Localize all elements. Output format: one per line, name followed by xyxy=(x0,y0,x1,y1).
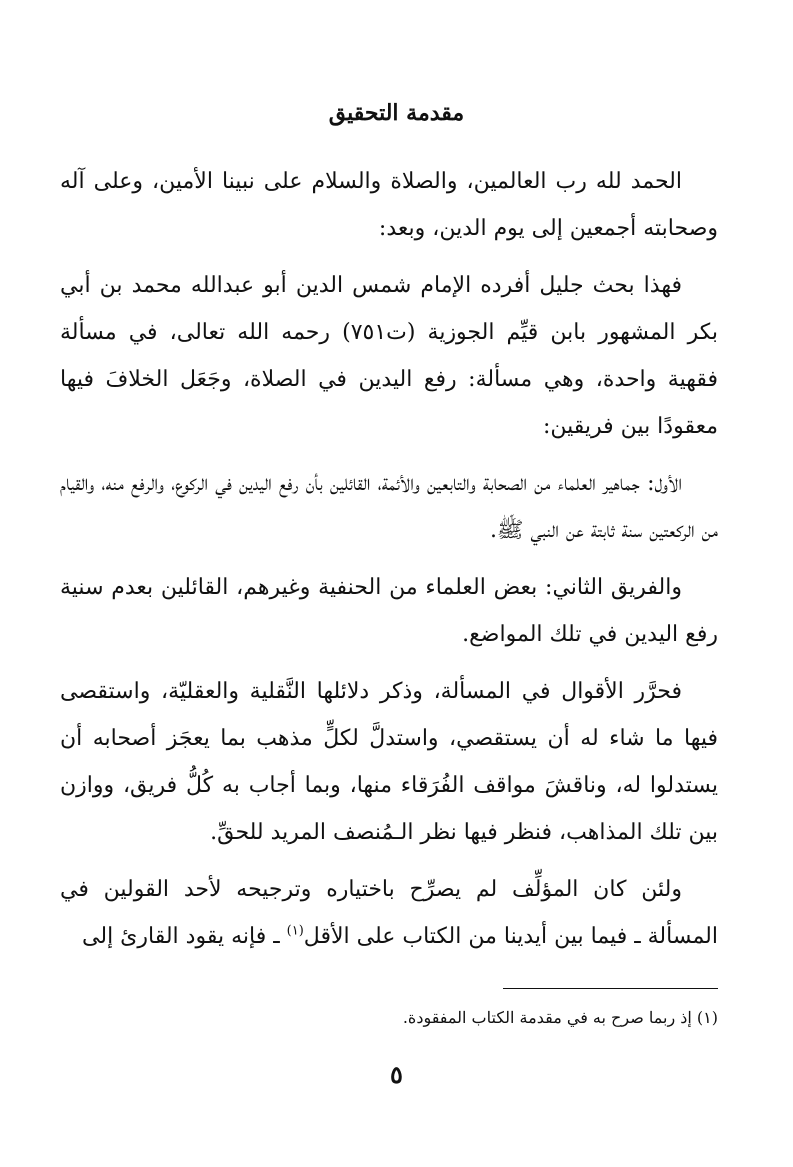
continuation-text-end: ـ فإنه يقود القارئ إلى xyxy=(82,924,287,949)
page-number: ٥ xyxy=(390,1060,403,1089)
footnote: (١) إذ ربما صرح به في مقدمة الكتاب المفقودة. xyxy=(402,1008,718,1027)
continuation-text-start: ولئن كان المؤلِّف لم يصرِّح باختياره وترجيحه لأحد القولين في المسألة ـ فيما بين أيدينا من الكتاب على الأقل xyxy=(60,877,718,949)
paragraph-introduction: فهذا بحث جليل أفرده الإمام شمس الدين أبو عبدالله محمد بن أبي بكر المشهور بابن قيِّم الجوزية (ت٧٥١) رحمه الله تعالى، في مسألة فقهية واحدة، وهي مسألة: رفع اليدين في الصلاة، وجَعَل الخلافَ فيها معقودًا بين فريقين: xyxy=(60,273,718,439)
main-text xyxy=(60,158,718,970)
paragraph-continuation xyxy=(60,866,718,960)
footnote-divider xyxy=(503,988,718,989)
paragraph-opening: الحمد لله رب العالمين، والصلاة والسلام على نبينا الأمين، وعلى آله وصحابته أجمعين إلى يوم الدين، وبعد: xyxy=(60,169,718,241)
page-title: مقدمة التحقيق xyxy=(328,100,465,126)
paragraph-analysis: فحرَّر الأقوال في المسألة، وذكر دلائلها النَّقلية والعقليّة، واستقصى فيها ما شاء له أن يستقصي، واستدلَّ لكلٍّ مذهب بما يعجَز أصحابه أن يستدلوا له، وناقشَ مواقف الفُرَقاء منها، وبما أجاب به كُلُّ فريق، ووازن بين تلك المذاهب، فنظر فيها نظر الـمُنصف المريد للحقِّ. xyxy=(60,679,718,845)
paragraph-second-group: والفريق الثاني: بعض العلماء من الحنفية وغيرهم، القائلين بعدم سنية رفع اليدين في تلك المواضع. xyxy=(60,575,718,647)
footnote-reference[interactable]: (١) xyxy=(286,923,304,939)
paragraph-first-group: الأول: جماهير العلماء من الصحابة والتابعين والأئمة، القائلين بأن رفع اليدين في الركوع، والرفع منه، والقيام من الركعتين سنة ثابتة عن النبي ﷺ. xyxy=(60,471,718,543)
